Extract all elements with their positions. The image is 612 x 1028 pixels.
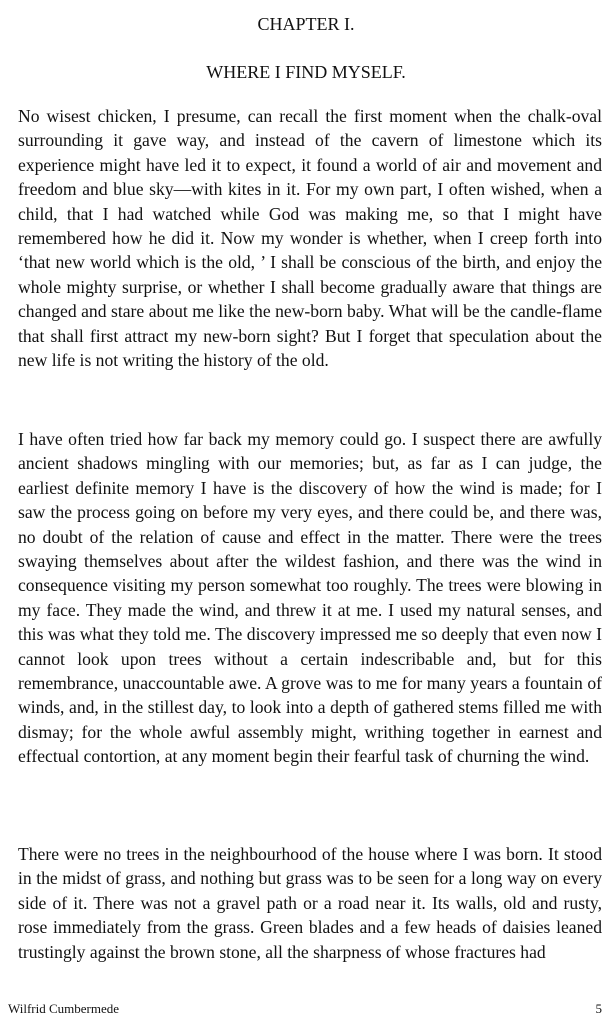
running-footer-author: Wilfrid Cumbermede bbox=[8, 1001, 120, 1016]
chapter-heading: CHAPTER I. bbox=[257, 14, 355, 34]
page-number: 5 bbox=[595, 1001, 602, 1016]
paragraph-1: No wisest chicken, I presume, can recall the first moment when the chalk-oval surrounding it gave way, and instead of the cavern of limestone which its experience might have led it to expect, it found a world of air and movement and freedom and blue sky—with kites in it. For my own part, I often wished, when a child, that I had watched while God was making me, so that I might have remembered how he did it. Now my wonder is whether, when I creep forth into ‘that new world which is the old, ’ I shall be conscious of the birth, and enjoy the whole mighty surprise, or whether I shall become gradually aware that things are changed and stare about me like the new-born baby. What will be the candle-flame that shall first attract my new-born sight? But I forget that speculation about the new life is not writing the history of the old. bbox=[18, 106, 602, 371]
chapter-subtitle: WHERE I FIND MYSELF. bbox=[206, 62, 406, 82]
paragraph-3: There were no trees in the neighbourhood of the house where I was born. It stood in the midst of grass, and nothing but grass was to be seen for a long way on every side of it. There was not a gravel path or a road near it. Its walls, old and rusty, rose immediately from the grass. Green blades and a few heads of daisies leaned trustingly against the brown stone, all the sharpness of whose fractures had bbox=[18, 844, 602, 962]
paragraph-2: I have often tried how far back my memory could go. I suspect there are awfully ancient shadows mingling with our memories; but, as far as I can judge, the earliest definite memory I have is the discovery of how the wind is made; for I saw the process going on before my very eyes, and there could be, and there was, no doubt of the relation of cause and effect in the matter. There were the trees swaying themselves about after the wildest fashion, and there was the wind in consequence visiting my person somewhat too roughly. The trees were blowing in my face. They made the wind, and threw it at me. I used my natural senses, and this was what they told me. The discovery impressed me so deeply that even now I cannot look upon trees without a certain indescribable and, but for this remembrance, unaccountable awe. A grove was to me for many years a fountain of winds, and, in the stillest day, to look into a depth of gathered stems filled me with dismay; for the whole awful assembly might, writhing together in earnest and effectual contortion, at any moment begin their fearful task of churning the wind. bbox=[18, 429, 602, 767]
